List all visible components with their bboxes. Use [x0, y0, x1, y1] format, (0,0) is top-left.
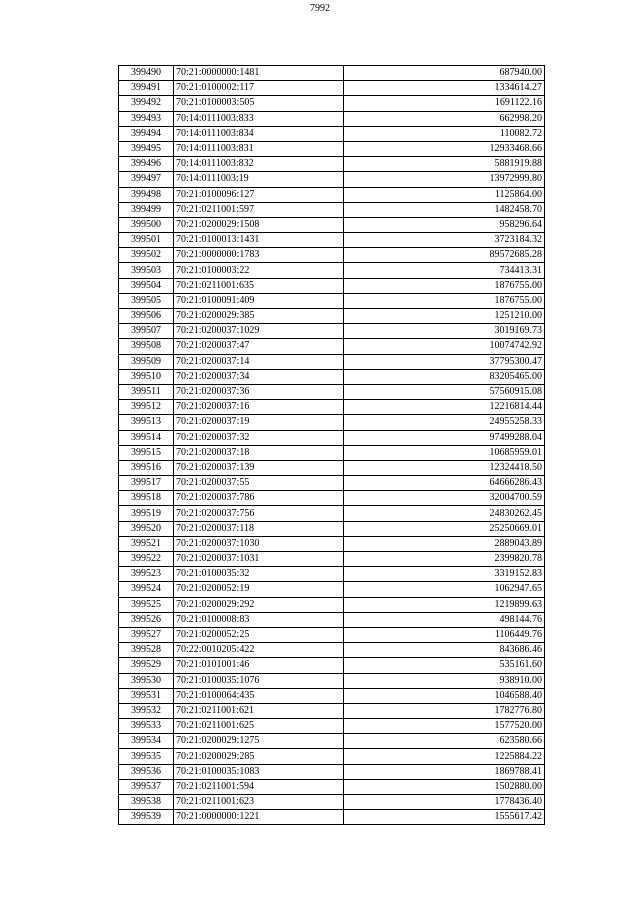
row-number-cell: 399505	[119, 293, 174, 308]
cadastral-number-cell: 70:21:0200037:1030	[174, 536, 344, 551]
row-number-cell: 399534	[119, 734, 174, 749]
cadastral-number-cell: 70:21:0200037:55	[174, 476, 344, 491]
value-cell: 110082.72	[344, 126, 545, 141]
table-row	[119, 66, 545, 81]
value-cell: 24830262.45	[344, 506, 545, 521]
value-cell: 535161.60	[344, 658, 545, 673]
cadastral-number-cell: 70:21:0100003:22	[174, 263, 344, 278]
cadastral-number-cell: 70:21:0200037:19	[174, 415, 344, 430]
value-cell: 83205465.00	[344, 369, 545, 384]
value-cell: 623580.66	[344, 734, 545, 749]
cadastral-number-cell: 70:21:0200037:16	[174, 400, 344, 415]
cadastral-number-cell: 70:14:0111003:832	[174, 157, 344, 172]
cadastral-number-cell: 70:21:0200029:292	[174, 597, 344, 612]
cadastral-number-cell: 70:21:0200037:14	[174, 354, 344, 369]
table-row	[119, 217, 545, 232]
value-cell: 1106449.76	[344, 627, 545, 642]
table-row	[119, 202, 545, 217]
value-cell: 1876755.00	[344, 293, 545, 308]
table-row	[119, 141, 545, 156]
cadastral-number-cell: 70:21:0200037:139	[174, 460, 344, 475]
table-row	[119, 688, 545, 703]
value-cell: 1334614.27	[344, 81, 545, 96]
table-row	[119, 643, 545, 658]
value-cell: 25250669.01	[344, 521, 545, 536]
table-row	[119, 111, 545, 126]
row-number-cell: 399523	[119, 567, 174, 582]
row-number-cell: 399512	[119, 400, 174, 415]
value-cell: 938910.00	[344, 673, 545, 688]
table-row	[119, 96, 545, 111]
value-cell: 1251210.00	[344, 309, 545, 324]
value-cell: 64666286.43	[344, 476, 545, 491]
table-row	[119, 476, 545, 491]
row-number-cell: 399498	[119, 187, 174, 202]
table-row	[119, 521, 545, 536]
table-row	[119, 597, 545, 612]
value-cell: 2399820.78	[344, 552, 545, 567]
cadastral-number-cell: 70:21:0200037:1031	[174, 552, 344, 567]
row-number-cell: 399530	[119, 673, 174, 688]
table-row	[119, 703, 545, 718]
row-number-cell: 399514	[119, 430, 174, 445]
cadastral-number-cell: 70:14:0111003:831	[174, 141, 344, 156]
value-cell: 662998.20	[344, 111, 545, 126]
table-row	[119, 233, 545, 248]
cadastral-number-cell: 70:14:0111003:834	[174, 126, 344, 141]
table-row	[119, 293, 545, 308]
cadastral-number-cell: 70:14:0111003:833	[174, 111, 344, 126]
row-number-cell: 399513	[119, 415, 174, 430]
table-row	[119, 354, 545, 369]
cadastral-number-cell: 70:21:0100035:32	[174, 567, 344, 582]
cadastral-number-cell: 70:21:0101001:46	[174, 658, 344, 673]
cadastral-number-cell: 70:22:0010205:422	[174, 643, 344, 658]
value-cell: 734413.31	[344, 263, 545, 278]
cadastral-number-cell: 70:21:0200037:34	[174, 369, 344, 384]
row-number-cell: 399510	[119, 369, 174, 384]
cadastral-number-cell: 70:21:0100035:1076	[174, 673, 344, 688]
table-row	[119, 81, 545, 96]
table-row	[119, 779, 545, 794]
table-row	[119, 445, 545, 460]
row-number-cell: 399525	[119, 597, 174, 612]
table-row	[119, 126, 545, 141]
cadastral-number-cell: 70:21:0100008:83	[174, 612, 344, 627]
cadastral-number-cell: 70:21:0211001:594	[174, 779, 344, 794]
table-row	[119, 430, 545, 445]
row-number-cell: 399536	[119, 764, 174, 779]
row-number-cell: 399521	[119, 536, 174, 551]
row-number-cell: 399496	[119, 157, 174, 172]
value-cell: 3319152.83	[344, 567, 545, 582]
table-row	[119, 810, 545, 825]
cadastral-number-cell: 70:14:0111003:19	[174, 172, 344, 187]
cadastral-number-cell: 70:21:0100064:435	[174, 688, 344, 703]
row-number-cell: 399537	[119, 779, 174, 794]
table-row	[119, 384, 545, 399]
row-number-cell: 399495	[119, 141, 174, 156]
cadastral-number-cell: 70:21:0200037:32	[174, 430, 344, 445]
row-number-cell: 399507	[119, 324, 174, 339]
table-row	[119, 612, 545, 627]
table-row	[119, 795, 545, 810]
value-cell: 12933468.66	[344, 141, 545, 156]
cadastral-number-cell: 70:21:0100035:1083	[174, 764, 344, 779]
table-row	[119, 187, 545, 202]
cadastral-number-cell: 70:21:0100096:127	[174, 187, 344, 202]
table-row	[119, 460, 545, 475]
value-cell: 3723184.32	[344, 233, 545, 248]
cadastral-number-cell: 70:21:0200037:36	[174, 384, 344, 399]
row-number-cell: 399511	[119, 384, 174, 399]
value-cell: 10074742.92	[344, 339, 545, 354]
table-row	[119, 400, 545, 415]
row-number-cell: 399516	[119, 460, 174, 475]
row-number-cell: 399532	[119, 703, 174, 718]
table-row	[119, 339, 545, 354]
value-cell: 1782776.80	[344, 703, 545, 718]
row-number-cell: 399491	[119, 81, 174, 96]
cadastral-number-cell: 70:21:0211001:621	[174, 703, 344, 718]
value-cell: 1219899.63	[344, 597, 545, 612]
table-row	[119, 627, 545, 642]
cadastral-number-cell: 70:21:0000000:1481	[174, 66, 344, 81]
cadastral-number-cell: 70:21:0200037:47	[174, 339, 344, 354]
value-cell: 1577520.00	[344, 719, 545, 734]
cadastral-number-cell: 70:21:0200052:25	[174, 627, 344, 642]
row-number-cell: 399503	[119, 263, 174, 278]
value-cell: 1869788.41	[344, 764, 545, 779]
table-row	[119, 673, 545, 688]
value-cell: 1046588.40	[344, 688, 545, 703]
value-cell: 1876755.00	[344, 278, 545, 293]
row-number-cell: 399528	[119, 643, 174, 658]
cadastral-number-cell: 70:21:0000000:1783	[174, 248, 344, 263]
registry-table	[118, 65, 545, 825]
table-row	[119, 324, 545, 339]
cadastral-number-cell: 70:21:0200037:18	[174, 445, 344, 460]
row-number-cell: 399490	[119, 66, 174, 81]
table-row	[119, 734, 545, 749]
table-row	[119, 248, 545, 263]
value-cell: 1225884.22	[344, 749, 545, 764]
table-row	[119, 309, 545, 324]
value-cell: 1062947.65	[344, 582, 545, 597]
value-cell: 958296.64	[344, 217, 545, 232]
value-cell: 12324418.50	[344, 460, 545, 475]
row-number-cell: 399529	[119, 658, 174, 673]
cadastral-number-cell: 70:21:0100013:1431	[174, 233, 344, 248]
row-number-cell: 399517	[119, 476, 174, 491]
cadastral-number-cell: 70:21:0200037:1029	[174, 324, 344, 339]
row-number-cell: 399520	[119, 521, 174, 536]
value-cell: 13972999.80	[344, 172, 545, 187]
table-row	[119, 719, 545, 734]
row-number-cell: 399539	[119, 810, 174, 825]
cadastral-number-cell: 70:21:0100003:505	[174, 96, 344, 111]
page-number: 7992	[310, 3, 330, 14]
row-number-cell: 399515	[119, 445, 174, 460]
table-row	[119, 369, 545, 384]
cadastral-number-cell: 70:21:0000000:1221	[174, 810, 344, 825]
value-cell: 843686.46	[344, 643, 545, 658]
cadastral-number-cell: 70:21:0200029:1275	[174, 734, 344, 749]
cadastral-number-cell: 70:21:0100091:409	[174, 293, 344, 308]
cadastral-number-cell: 70:21:0211001:623	[174, 795, 344, 810]
cadastral-number-cell: 70:21:0200037:118	[174, 521, 344, 536]
value-cell: 3019169.73	[344, 324, 545, 339]
cadastral-number-cell: 70:21:0200029:1508	[174, 217, 344, 232]
row-number-cell: 399492	[119, 96, 174, 111]
value-cell: 12216814.44	[344, 400, 545, 415]
row-number-cell: 399535	[119, 749, 174, 764]
table-row	[119, 764, 545, 779]
value-cell: 5881919.88	[344, 157, 545, 172]
cadastral-number-cell: 70:21:0200029:385	[174, 309, 344, 324]
value-cell: 498144.76	[344, 612, 545, 627]
table-row	[119, 552, 545, 567]
value-cell: 97499288.04	[344, 430, 545, 445]
value-cell: 10685959.01	[344, 445, 545, 460]
value-cell: 2889043.89	[344, 536, 545, 551]
row-number-cell: 399494	[119, 126, 174, 141]
value-cell: 1555617.42	[344, 810, 545, 825]
value-cell: 37795300.47	[344, 354, 545, 369]
cadastral-number-cell: 70:21:0200052:19	[174, 582, 344, 597]
value-cell: 1482458.70	[344, 202, 545, 217]
row-number-cell: 399508	[119, 339, 174, 354]
value-cell: 57560915.08	[344, 384, 545, 399]
registry-table-body	[119, 66, 545, 825]
row-number-cell: 399509	[119, 354, 174, 369]
table-row	[119, 567, 545, 582]
row-number-cell: 399497	[119, 172, 174, 187]
table-row	[119, 582, 545, 597]
row-number-cell: 399538	[119, 795, 174, 810]
table-row	[119, 658, 545, 673]
value-cell: 32004700.59	[344, 491, 545, 506]
cadastral-number-cell: 70:21:0200029:285	[174, 749, 344, 764]
cadastral-number-cell: 70:21:0211001:597	[174, 202, 344, 217]
cadastral-number-cell: 70:21:0100002:117	[174, 81, 344, 96]
table-row	[119, 278, 545, 293]
cadastral-number-cell: 70:21:0200037:786	[174, 491, 344, 506]
table-row	[119, 157, 545, 172]
table-row	[119, 506, 545, 521]
cadastral-number-cell: 70:21:0200037:756	[174, 506, 344, 521]
row-number-cell: 399518	[119, 491, 174, 506]
value-cell: 1125864.00	[344, 187, 545, 202]
row-number-cell: 399499	[119, 202, 174, 217]
row-number-cell: 399524	[119, 582, 174, 597]
row-number-cell: 399527	[119, 627, 174, 642]
value-cell: 1691122.16	[344, 96, 545, 111]
row-number-cell: 399519	[119, 506, 174, 521]
row-number-cell: 399526	[119, 612, 174, 627]
value-cell: 1778436.40	[344, 795, 545, 810]
row-number-cell: 399502	[119, 248, 174, 263]
row-number-cell: 399531	[119, 688, 174, 703]
value-cell: 89572685.28	[344, 248, 545, 263]
table-row	[119, 749, 545, 764]
value-cell: 24955258.33	[344, 415, 545, 430]
value-cell: 687940.00	[344, 66, 545, 81]
row-number-cell: 399506	[119, 309, 174, 324]
cadastral-number-cell: 70:21:0211001:625	[174, 719, 344, 734]
row-number-cell: 399533	[119, 719, 174, 734]
table-row	[119, 415, 545, 430]
table-row	[119, 172, 545, 187]
row-number-cell: 399500	[119, 217, 174, 232]
value-cell: 1502880.00	[344, 779, 545, 794]
cadastral-number-cell: 70:21:0211001:635	[174, 278, 344, 293]
table-row	[119, 536, 545, 551]
table-row	[119, 263, 545, 278]
row-number-cell: 399501	[119, 233, 174, 248]
row-number-cell: 399493	[119, 111, 174, 126]
row-number-cell: 399522	[119, 552, 174, 567]
table-row	[119, 491, 545, 506]
row-number-cell: 399504	[119, 278, 174, 293]
